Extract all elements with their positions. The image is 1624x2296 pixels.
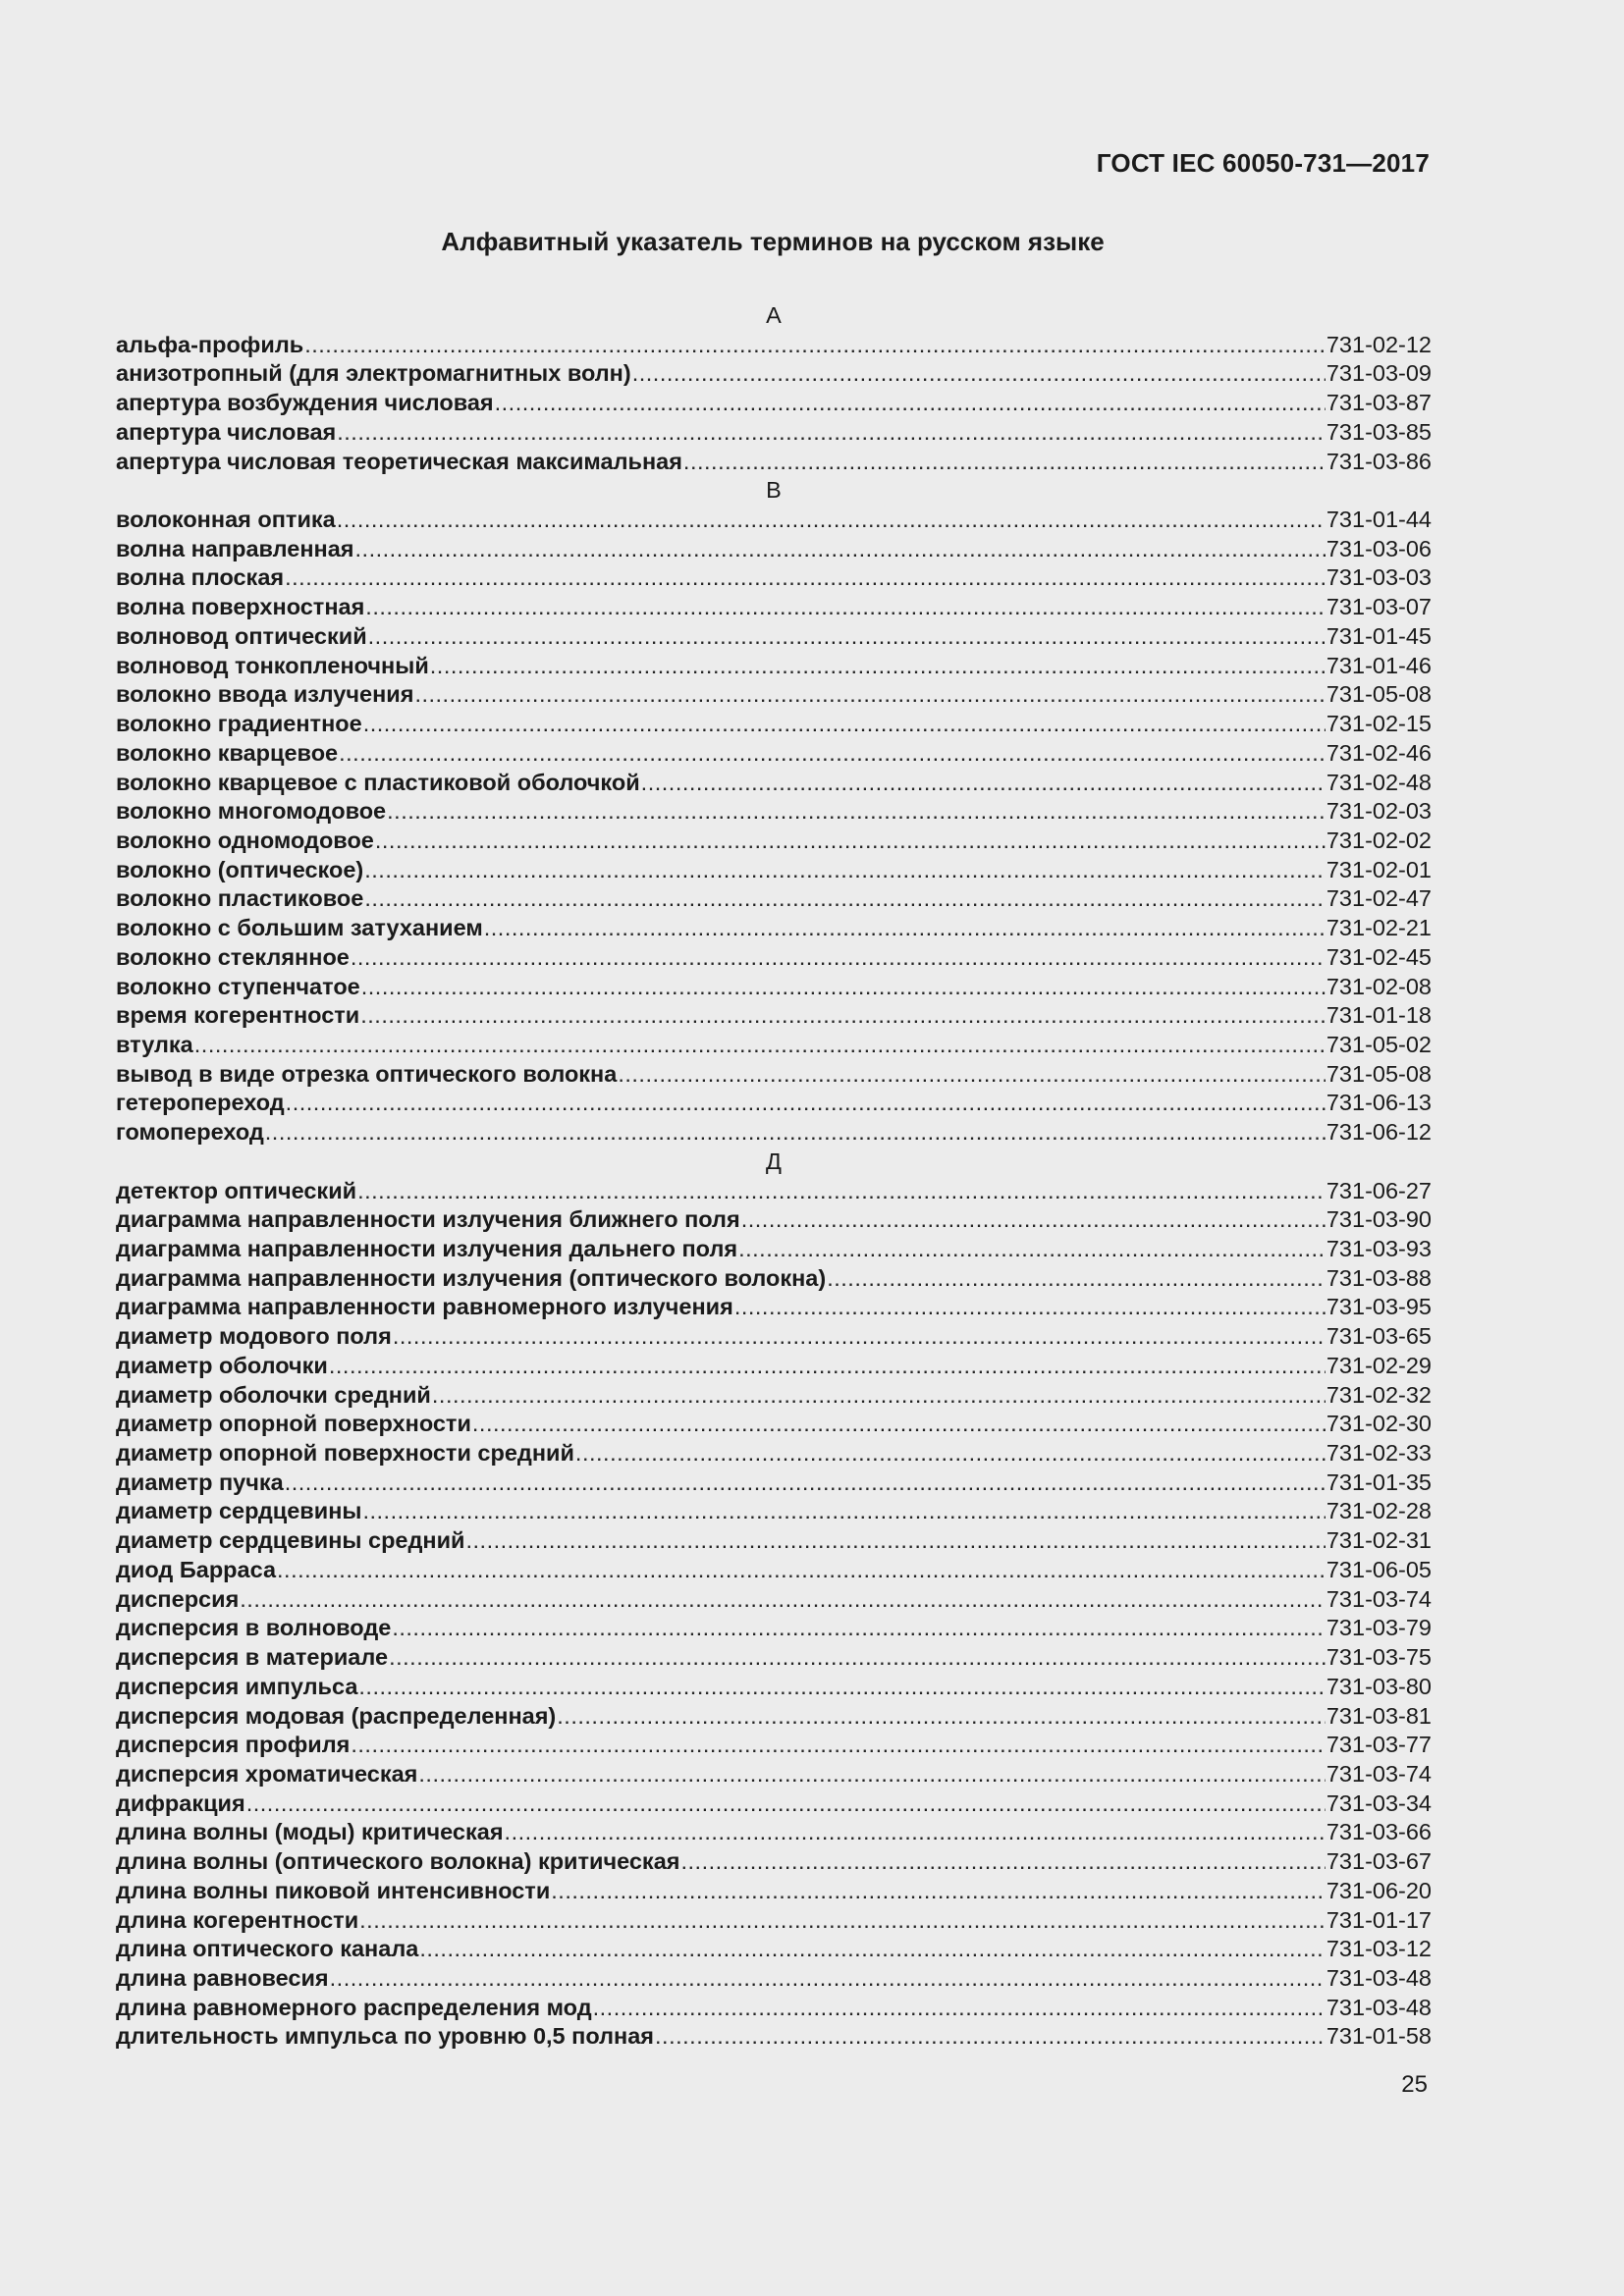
entry-code: 731-02-47 [1326, 885, 1432, 912]
section-letter: А [766, 302, 782, 328]
entry-code: 731-03-77 [1326, 1732, 1432, 1758]
entry-term: дисперсия хроматическая [116, 1760, 418, 1787]
index-entry [116, 593, 1432, 622]
dot-leader [361, 973, 1326, 1002]
entry-term: волокно кварцевое [116, 739, 339, 766]
dot-leader [330, 1964, 1326, 1994]
dot-leader [285, 563, 1326, 593]
entry-term: длина волны (оптического волокна) критическая [116, 1848, 680, 1875]
dot-leader [337, 418, 1326, 448]
entry-term: длина волны (моды) критическая [116, 1819, 504, 1845]
entry-term: анизотропный (для электромагнитных волн) [116, 360, 631, 387]
entry-term: апертура числовая теоретическая максимальная [116, 448, 682, 474]
entry-term: волна направленная [116, 535, 354, 561]
index-entry [116, 622, 1432, 652]
entry-term: диаметр опорной поверхности средний [116, 1440, 574, 1467]
entry-code: 731-03-48 [1326, 1994, 1432, 2020]
entry-code: 731-02-30 [1326, 1411, 1432, 1437]
dot-leader [365, 593, 1326, 622]
index-entry [116, 1322, 1432, 1352]
dot-leader [339, 739, 1326, 769]
entry-term: волокно ввода излучения [116, 681, 414, 708]
entry-term: волна плоская [116, 564, 285, 591]
entry-term: апертура возбуждения числовая [116, 390, 494, 416]
entry-term: волокно пластиковое [116, 885, 364, 912]
dot-leader [337, 506, 1326, 535]
entry-term: вывод в виде отрезка оптического волокна [116, 1060, 618, 1087]
index-title: Алфавитный указатель терминов на русском языке [441, 227, 1105, 256]
index-entry [116, 1177, 1432, 1206]
entry-term: волокно (оптическое) [116, 856, 364, 882]
entry-term: волокно с большим затуханием [116, 915, 483, 941]
entry-code: 731-02-48 [1326, 769, 1432, 795]
index-entry [116, 331, 1432, 360]
index-entry [116, 359, 1432, 389]
index-entry [116, 1935, 1432, 1964]
entry-term: длина волны пиковой интенсивности [116, 1877, 551, 1903]
index-entry [116, 710, 1432, 739]
entry-code: 731-03-66 [1326, 1819, 1432, 1845]
entry-code: 731-03-90 [1326, 1206, 1432, 1233]
entry-code: 731-03-65 [1326, 1323, 1432, 1350]
entry-term: длина равновесия [116, 1964, 329, 1991]
entry-code: 731-02-31 [1326, 1527, 1432, 1554]
index-entry [116, 884, 1432, 914]
entry-code: 731-03-88 [1326, 1264, 1432, 1291]
dot-leader [430, 652, 1326, 681]
entry-code: 731-06-20 [1326, 1877, 1432, 1903]
dot-leader [277, 1556, 1326, 1585]
dot-leader [557, 1702, 1326, 1732]
entry-code: 731-02-46 [1326, 739, 1432, 766]
entry-term: детектор оптический [116, 1177, 357, 1203]
entry-code: 731-03-09 [1326, 360, 1432, 387]
entry-term: апертура числовая [116, 418, 337, 445]
entry-term: волокно многомодовое [116, 798, 387, 825]
index-entry [116, 1089, 1432, 1118]
index-entry [116, 1001, 1432, 1031]
entry-code: 731-03-87 [1326, 390, 1432, 416]
index-entry [116, 1060, 1432, 1090]
dot-leader [329, 1352, 1326, 1381]
entry-code: 731-05-08 [1326, 681, 1432, 708]
entry-code: 731-06-05 [1326, 1556, 1432, 1582]
entry-code: 731-03-74 [1326, 1760, 1432, 1787]
index-entry [116, 1468, 1432, 1498]
index-entry [116, 827, 1432, 856]
index-entry [116, 1906, 1432, 1936]
entry-code: 731-03-06 [1326, 535, 1432, 561]
index-entry [116, 1789, 1432, 1819]
dot-leader [827, 1264, 1326, 1294]
index-entry [116, 1031, 1432, 1060]
entry-term: время когерентности [116, 1002, 360, 1029]
entry-code: 731-01-58 [1326, 2023, 1432, 2050]
index-entry [116, 652, 1432, 681]
dot-leader [683, 448, 1326, 477]
entry-code: 731-02-12 [1326, 331, 1432, 357]
entry-term: дисперсия модовая (распределенная) [116, 1702, 557, 1729]
entry-term: диаметр сердцевины средний [116, 1527, 465, 1554]
index-entry [116, 1556, 1432, 1585]
dot-leader [741, 1205, 1326, 1235]
dot-leader [432, 1381, 1326, 1411]
entry-term: длительность импульса по уровню 0,5 полная [116, 2023, 655, 2050]
dot-leader [375, 827, 1326, 856]
index-entry [116, 1818, 1432, 1847]
entry-code: 731-06-13 [1326, 1090, 1432, 1116]
dot-leader [593, 1994, 1326, 2023]
dot-leader [358, 1673, 1325, 1702]
section-letter: В [766, 477, 782, 504]
entry-code: 731-01-46 [1326, 652, 1432, 678]
entry-term: волокно ступенчатое [116, 973, 360, 999]
entry-term: гомопереход [116, 1119, 264, 1146]
entry-code: 731-03-81 [1326, 1702, 1432, 1729]
entry-code: 731-02-02 [1326, 827, 1432, 853]
entry-term: волновод оптический [116, 622, 367, 649]
entry-code: 731-02-21 [1326, 915, 1432, 941]
index-entry [116, 797, 1432, 827]
dot-leader [680, 1847, 1325, 1877]
dot-leader [359, 1906, 1326, 1936]
entry-code: 731-03-95 [1326, 1294, 1432, 1320]
entry-code: 731-01-18 [1326, 1002, 1432, 1029]
index-entry [116, 389, 1432, 418]
entry-code: 731-03-67 [1326, 1848, 1432, 1875]
index-entry [116, 1439, 1432, 1468]
term-index [116, 301, 1432, 2052]
dot-leader [505, 1818, 1326, 1847]
entry-code: 731-03-03 [1326, 564, 1432, 591]
index-entry [116, 1352, 1432, 1381]
index-entry [116, 1847, 1432, 1877]
dot-leader [286, 1089, 1326, 1118]
entry-term: диаметр оболочки [116, 1352, 328, 1378]
entry-term: волоконная оптика [116, 507, 336, 533]
entry-code: 731-02-15 [1326, 711, 1432, 737]
dot-leader [360, 1001, 1326, 1031]
dot-leader [418, 1760, 1325, 1789]
dot-leader [641, 769, 1326, 798]
entry-code: 731-03-86 [1326, 448, 1432, 474]
index-entry [116, 680, 1432, 710]
document-code: ГОСТ IEC 60050-731—2017 [1096, 148, 1430, 178]
index-entry [116, 1877, 1432, 1906]
index-entry [116, 1293, 1432, 1322]
index-entry [116, 418, 1432, 448]
index-entry [116, 506, 1432, 535]
entry-code: 731-05-08 [1326, 1060, 1432, 1087]
entry-term: дифракция [116, 1789, 245, 1816]
dot-leader [392, 1614, 1326, 1643]
entry-code: 731-02-33 [1326, 1440, 1432, 1467]
index-entry [116, 1497, 1432, 1526]
section-letter: Д [766, 1148, 782, 1174]
dot-leader [351, 943, 1326, 973]
index-entry [116, 1731, 1432, 1760]
index-entry [116, 1702, 1432, 1732]
entry-term: длина когерентности [116, 1906, 359, 1933]
dot-leader [368, 622, 1326, 652]
entry-term: диаметр модового поля [116, 1323, 392, 1350]
entry-code: 731-03-80 [1326, 1673, 1432, 1699]
entry-term: длина равномерного распределения мод [116, 1994, 592, 2020]
entry-term: волокно одномодовое [116, 827, 374, 853]
dot-leader [246, 1789, 1326, 1819]
page-number: 25 [1401, 2071, 1428, 2098]
index-entry [116, 856, 1432, 885]
index-entry [116, 1673, 1432, 1702]
entry-code: 731-02-03 [1326, 798, 1432, 825]
entry-code: 731-03-85 [1326, 418, 1432, 445]
entry-term: диаграмма направленности излучения ближнего поля [116, 1206, 740, 1233]
dot-leader [355, 535, 1326, 564]
index-entry [116, 1585, 1432, 1615]
entry-term: волокно градиентное [116, 711, 362, 737]
entry-code: 731-01-35 [1326, 1468, 1432, 1495]
index-entry [116, 914, 1432, 943]
entry-term: втулка [116, 1031, 193, 1057]
index-entry [116, 1410, 1432, 1439]
dot-leader [472, 1410, 1326, 1439]
entry-code: 731-02-32 [1326, 1381, 1432, 1408]
entry-code: 731-06-27 [1326, 1177, 1432, 1203]
entry-term: дисперсия импульса [116, 1673, 358, 1699]
entry-term: волокно кварцевое с пластиковой оболочкой [116, 769, 640, 795]
entry-code: 731-03-74 [1326, 1585, 1432, 1612]
entry-term: дисперсия в материале [116, 1644, 389, 1671]
entry-term: диаграмма направленности равномерного излучения [116, 1294, 733, 1320]
entry-code: 731-02-45 [1326, 943, 1432, 970]
index-entry [116, 1118, 1432, 1148]
dot-leader [364, 856, 1326, 885]
index-entry [116, 2022, 1432, 2052]
entry-term: диаграмма направленности излучения дальнего поля [116, 1236, 738, 1261]
entry-term: диаметр сердцевины [116, 1498, 362, 1524]
dot-leader [655, 2022, 1326, 2052]
entry-code: 731-02-29 [1326, 1352, 1432, 1378]
index-entry [116, 943, 1432, 973]
index-entry [116, 973, 1432, 1002]
entry-code: 731-03-93 [1326, 1236, 1432, 1261]
index-entry [116, 535, 1432, 564]
entry-term: диаметр пучка [116, 1468, 284, 1495]
dot-leader [632, 359, 1326, 389]
dot-leader [575, 1439, 1326, 1468]
dot-leader [387, 797, 1326, 827]
dot-leader [551, 1877, 1326, 1906]
dot-leader [495, 389, 1326, 418]
dot-leader [364, 884, 1326, 914]
dot-leader [484, 914, 1326, 943]
entry-term: дисперсия в волноводе [116, 1615, 392, 1641]
dot-leader [240, 1585, 1326, 1615]
entry-code: 731-02-08 [1326, 973, 1432, 999]
entry-code: 731-02-28 [1326, 1498, 1432, 1524]
dot-leader [304, 331, 1326, 360]
index-entry [116, 1381, 1432, 1411]
index-entry [116, 1614, 1432, 1643]
index-entry [116, 1964, 1432, 1994]
entry-term: волокно стеклянное [116, 943, 350, 970]
dot-leader [194, 1031, 1326, 1060]
entry-term: диаграмма направленности излучения (оптического волокна) [116, 1264, 827, 1291]
dot-leader [466, 1526, 1326, 1556]
entry-term: длина оптического канала [116, 1936, 419, 1962]
dot-leader [414, 680, 1325, 710]
dot-leader [357, 1177, 1326, 1206]
entry-term: гетеропереход [116, 1090, 285, 1116]
index-entry [116, 1994, 1432, 2023]
dot-leader [362, 1497, 1325, 1526]
entry-code: 731-03-34 [1326, 1789, 1432, 1816]
dot-leader [265, 1118, 1326, 1148]
index-entry [116, 739, 1432, 769]
entry-term: дисперсия профиля [116, 1732, 351, 1758]
entry-code: 731-03-75 [1326, 1644, 1432, 1671]
entry-code: 731-02-01 [1326, 856, 1432, 882]
dot-leader [734, 1293, 1326, 1322]
entry-code: 731-06-12 [1326, 1119, 1432, 1146]
index-entry [116, 563, 1432, 593]
entry-term: волна поверхностная [116, 594, 365, 620]
index-entry [116, 448, 1432, 477]
index-entry [116, 1235, 1432, 1264]
dot-leader [351, 1731, 1325, 1760]
dot-leader [393, 1322, 1326, 1352]
entry-code: 731-01-44 [1326, 507, 1432, 533]
entry-code: 731-03-12 [1326, 1936, 1432, 1962]
index-entry [116, 769, 1432, 798]
entry-term: диаметр оболочки средний [116, 1381, 431, 1408]
entry-term: диод Барраса [116, 1556, 277, 1582]
entry-code: 731-05-02 [1326, 1031, 1432, 1057]
entry-term: дисперсия [116, 1585, 240, 1612]
entry-code: 731-01-17 [1326, 1906, 1432, 1933]
index-entry [116, 1264, 1432, 1294]
entry-term: волновод тонкопленочный [116, 652, 429, 678]
dot-leader [389, 1643, 1326, 1673]
entry-code: 731-03-48 [1326, 1964, 1432, 1991]
entry-code: 731-03-79 [1326, 1615, 1432, 1641]
dot-leader [285, 1468, 1326, 1498]
index-entry [116, 1205, 1432, 1235]
index-entry [116, 1643, 1432, 1673]
entry-code: 731-01-45 [1326, 622, 1432, 649]
dot-leader [618, 1060, 1326, 1090]
index-entry [116, 1760, 1432, 1789]
entry-term: диаметр опорной поверхности [116, 1411, 471, 1437]
index-entry [116, 1526, 1432, 1556]
dot-leader [738, 1235, 1326, 1264]
entry-term: альфа-профиль [116, 331, 304, 357]
entry-code: 731-03-07 [1326, 594, 1432, 620]
dot-leader [419, 1935, 1326, 1964]
dot-leader [363, 710, 1326, 739]
